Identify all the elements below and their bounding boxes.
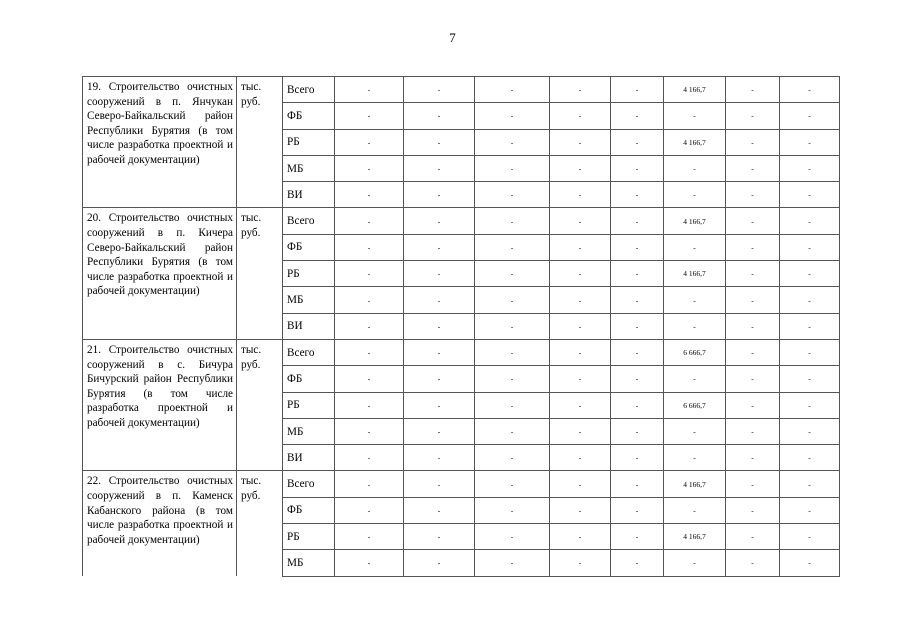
measure-description: 19. Строительство очистных сооружений в п. Янчукан Северо-Байкальский район Республики Бурятия (в том числе разработка проектной и рабочей документации) — [83, 77, 237, 208]
value-cell: 6 666,7 — [664, 339, 726, 365]
value-cell: 4 166,7 — [664, 524, 726, 550]
value-cell: - — [550, 129, 611, 155]
value-cell: - — [664, 287, 726, 313]
value-cell: - — [335, 339, 404, 365]
value-cell: - — [404, 287, 475, 313]
value-cell: - — [475, 287, 550, 313]
funding-source-label: ВИ — [283, 182, 335, 208]
value-cell: - — [780, 313, 840, 339]
value-cell: - — [664, 497, 726, 523]
value-cell: - — [335, 392, 404, 418]
value-cell: - — [664, 550, 726, 576]
funding-source-label: МБ — [283, 418, 335, 444]
value-cell: - — [475, 261, 550, 287]
value-cell: - — [726, 550, 780, 576]
value-cell: 4 166,7 — [664, 129, 726, 155]
value-cell: - — [335, 471, 404, 497]
value-cell: - — [550, 392, 611, 418]
value-cell: - — [611, 77, 664, 103]
value-cell: - — [664, 155, 726, 181]
value-cell: - — [780, 524, 840, 550]
value-cell: - — [726, 287, 780, 313]
measure-description: 20. Строительство очистных сооружений в п. Кичера Северо-Байкальский район Республики Бурятия (в том числе разработка проектной и рабочей документации) — [83, 208, 237, 339]
value-cell: - — [335, 313, 404, 339]
value-cell: - — [475, 366, 550, 392]
value-cell: - — [335, 129, 404, 155]
value-cell: - — [550, 103, 611, 129]
value-cell: - — [611, 418, 664, 444]
value-cell: - — [475, 208, 550, 234]
value-cell: - — [726, 471, 780, 497]
value-cell: - — [335, 155, 404, 181]
value-cell: - — [550, 313, 611, 339]
value-cell: - — [404, 392, 475, 418]
value-cell: - — [404, 261, 475, 287]
value-cell: - — [664, 313, 726, 339]
value-cell: - — [611, 471, 664, 497]
value-cell: - — [780, 129, 840, 155]
value-cell: - — [335, 77, 404, 103]
value-cell: - — [550, 524, 611, 550]
table-row — [83, 208, 840, 234]
funding-source-label: ФБ — [283, 497, 335, 523]
value-cell: - — [726, 208, 780, 234]
value-cell: - — [780, 155, 840, 181]
value-cell: - — [404, 182, 475, 208]
value-cell: - — [726, 497, 780, 523]
value-cell: - — [780, 366, 840, 392]
value-cell: - — [404, 129, 475, 155]
table-row — [83, 339, 840, 365]
value-cell: - — [550, 155, 611, 181]
value-cell: - — [404, 77, 475, 103]
table-row — [83, 77, 840, 103]
value-cell: - — [550, 261, 611, 287]
value-cell: - — [726, 155, 780, 181]
value-cell: - — [664, 234, 726, 260]
value-cell: - — [550, 497, 611, 523]
value-cell: - — [335, 524, 404, 550]
value-cell: - — [611, 103, 664, 129]
value-cell: - — [550, 418, 611, 444]
value-cell: - — [726, 182, 780, 208]
value-cell: - — [780, 182, 840, 208]
page-number: 7 — [449, 30, 456, 45]
value-cell: - — [550, 445, 611, 471]
value-cell: - — [611, 497, 664, 523]
value-cell: - — [550, 234, 611, 260]
value-cell: - — [475, 129, 550, 155]
value-cell: - — [550, 77, 611, 103]
value-cell: - — [611, 392, 664, 418]
value-cell: - — [404, 445, 475, 471]
funding-source-label: Всего — [283, 471, 335, 497]
value-cell: - — [335, 103, 404, 129]
value-cell: - — [335, 234, 404, 260]
value-cell: - — [611, 550, 664, 576]
value-cell: - — [780, 234, 840, 260]
value-cell: - — [475, 313, 550, 339]
value-cell: - — [550, 366, 611, 392]
measure-description: 21. Строительство очистных сооружений в с. Бичура Бичурский район Республики Бурятия (в том числе разработка проектной и рабочей документации) — [83, 339, 237, 470]
value-cell: 4 166,7 — [664, 208, 726, 234]
value-cell: - — [335, 445, 404, 471]
value-cell: - — [475, 471, 550, 497]
value-cell: - — [475, 182, 550, 208]
value-cell: - — [611, 129, 664, 155]
value-cell: - — [780, 339, 840, 365]
value-cell: - — [726, 445, 780, 471]
value-cell: - — [726, 392, 780, 418]
value-cell: - — [780, 103, 840, 129]
value-cell: - — [404, 208, 475, 234]
funding-source-label: Всего — [283, 339, 335, 365]
value-cell: - — [550, 471, 611, 497]
value-cell: - — [726, 418, 780, 444]
value-cell: - — [475, 550, 550, 576]
funding-source-label: ФБ — [283, 234, 335, 260]
value-cell: - — [335, 182, 404, 208]
value-cell: - — [475, 418, 550, 444]
value-cell: - — [404, 524, 475, 550]
value-cell: - — [664, 366, 726, 392]
value-cell: - — [611, 155, 664, 181]
value-cell: - — [550, 339, 611, 365]
funding-source-label: РБ — [283, 524, 335, 550]
measure-description: 22. Строительство очистных сооружений в п. Каменск Кабанского района (в том числе разработка проектной и рабочей документации) — [83, 471, 237, 576]
value-cell: - — [404, 234, 475, 260]
value-cell: - — [780, 208, 840, 234]
funding-source-label: РБ — [283, 129, 335, 155]
value-cell: - — [726, 261, 780, 287]
value-cell: - — [335, 366, 404, 392]
value-cell: - — [780, 287, 840, 313]
funding-source-label: Всего — [283, 77, 335, 103]
value-cell: - — [664, 182, 726, 208]
value-cell: 6 666,7 — [664, 392, 726, 418]
value-cell: - — [780, 497, 840, 523]
value-cell: - — [611, 339, 664, 365]
value-cell: - — [611, 445, 664, 471]
value-cell: - — [475, 339, 550, 365]
value-cell: - — [475, 234, 550, 260]
value-cell: - — [335, 418, 404, 444]
value-cell: - — [780, 77, 840, 103]
value-cell: - — [475, 77, 550, 103]
funding-table — [82, 76, 840, 577]
value-cell: - — [726, 129, 780, 155]
value-cell: - — [475, 103, 550, 129]
value-cell: - — [404, 103, 475, 129]
funding-source-label: ВИ — [283, 445, 335, 471]
value-cell: - — [475, 497, 550, 523]
value-cell: - — [726, 524, 780, 550]
funding-source-label: МБ — [283, 550, 335, 576]
value-cell: - — [726, 103, 780, 129]
value-cell: - — [611, 524, 664, 550]
table-body — [83, 77, 840, 577]
value-cell: - — [611, 261, 664, 287]
value-cell: 4 166,7 — [664, 77, 726, 103]
funding-source-label: РБ — [283, 261, 335, 287]
measure-unit: тыс. руб. — [237, 208, 283, 339]
value-cell: - — [404, 471, 475, 497]
value-cell: - — [664, 418, 726, 444]
value-cell: - — [404, 497, 475, 523]
value-cell: - — [550, 208, 611, 234]
value-cell: - — [780, 261, 840, 287]
value-cell: - — [780, 392, 840, 418]
value-cell: - — [664, 103, 726, 129]
value-cell: - — [335, 287, 404, 313]
funding-source-label: ВИ — [283, 313, 335, 339]
value-cell: - — [335, 497, 404, 523]
value-cell: - — [550, 182, 611, 208]
funding-source-label: Всего — [283, 208, 335, 234]
value-cell: - — [404, 155, 475, 181]
value-cell: - — [726, 234, 780, 260]
value-cell: - — [335, 261, 404, 287]
value-cell: - — [404, 313, 475, 339]
value-cell: - — [611, 208, 664, 234]
table-row — [83, 471, 840, 497]
measure-unit: тыс. руб. — [237, 77, 283, 208]
measure-unit: тыс. руб. — [237, 339, 283, 470]
value-cell: - — [780, 550, 840, 576]
value-cell: - — [475, 392, 550, 418]
value-cell: 4 166,7 — [664, 261, 726, 287]
value-cell: - — [664, 445, 726, 471]
funding-source-label: РБ — [283, 392, 335, 418]
value-cell: - — [726, 313, 780, 339]
value-cell: - — [475, 524, 550, 550]
value-cell: - — [611, 313, 664, 339]
value-cell: - — [726, 77, 780, 103]
funding-source-label: МБ — [283, 287, 335, 313]
value-cell: - — [611, 182, 664, 208]
funding-source-label: ФБ — [283, 103, 335, 129]
value-cell: - — [335, 550, 404, 576]
value-cell: - — [780, 445, 840, 471]
value-cell: - — [726, 366, 780, 392]
value-cell: - — [780, 418, 840, 444]
value-cell: - — [404, 550, 475, 576]
value-cell: - — [611, 287, 664, 313]
value-cell: - — [550, 550, 611, 576]
value-cell: - — [475, 155, 550, 181]
value-cell: - — [404, 339, 475, 365]
value-cell: 4 166,7 — [664, 471, 726, 497]
value-cell: - — [404, 418, 475, 444]
value-cell: - — [780, 471, 840, 497]
value-cell: - — [404, 366, 475, 392]
value-cell: - — [550, 287, 611, 313]
value-cell: - — [475, 445, 550, 471]
value-cell: - — [726, 339, 780, 365]
funding-source-label: ФБ — [283, 366, 335, 392]
measure-unit: тыс. руб. — [237, 471, 283, 576]
funding-source-label: МБ — [283, 155, 335, 181]
value-cell: - — [611, 366, 664, 392]
value-cell: - — [335, 208, 404, 234]
value-cell: - — [611, 234, 664, 260]
